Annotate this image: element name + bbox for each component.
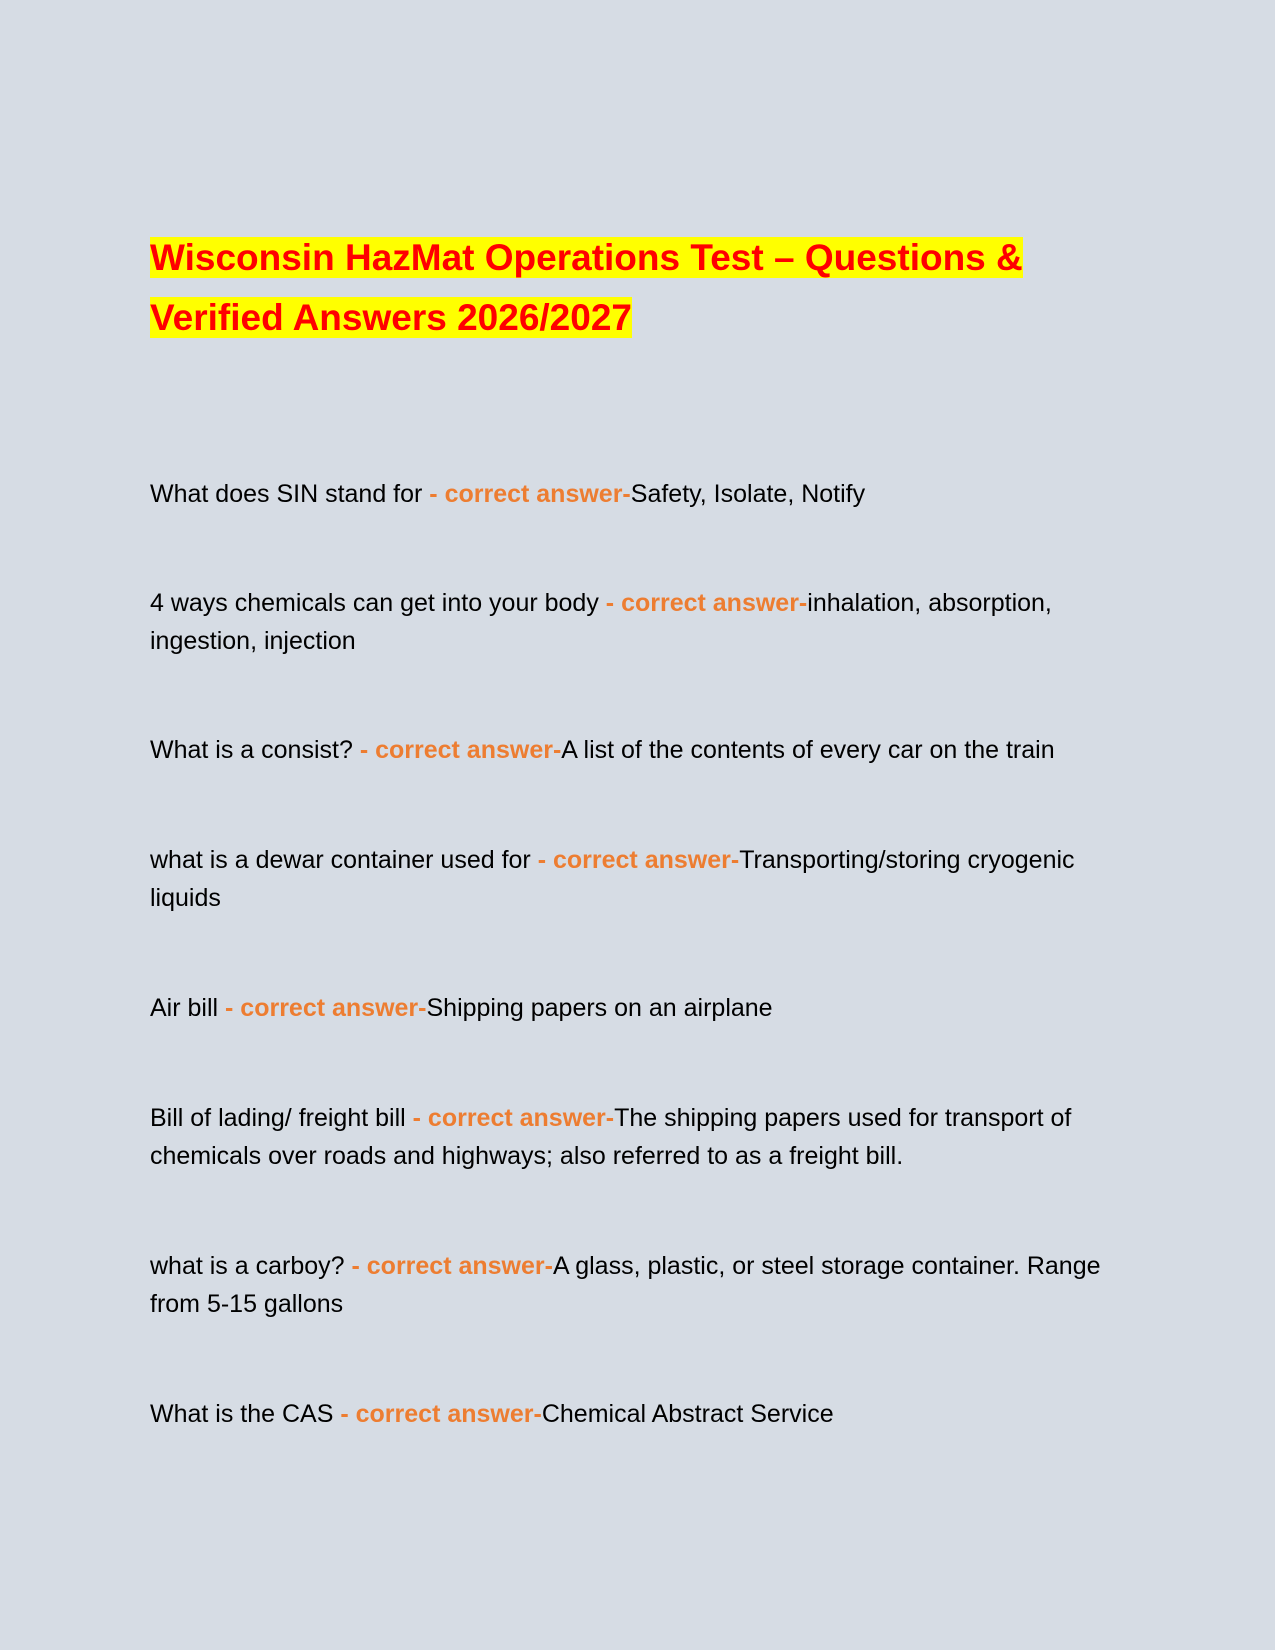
answer-text: inhalation, absorption, ingestion, injection (150, 589, 1052, 655)
qa-item (150, 731, 1130, 769)
answer-text: Chemical Abstract Service (541, 1400, 834, 1428)
question-text: 4 ways chemicals can get into your body (150, 589, 606, 617)
answer-separator: - correct answer- (537, 846, 740, 874)
question-text: what is a dewar container used for (150, 846, 538, 874)
qa-item (150, 475, 1130, 513)
answer-text: Shipping papers on an airplane (426, 994, 773, 1022)
answer-text: Transporting/storing cryogenic liquids (150, 846, 1075, 912)
question-text: Bill of lading/ freight bill (150, 1104, 413, 1132)
title-line-1: Wisconsin HazMat Operations Test – Questions & (150, 237, 1023, 278)
answer-separator: - correct answer- (412, 1104, 615, 1132)
question-text: What is a consist? (150, 736, 360, 764)
qa-item (150, 841, 1130, 917)
answer-separator: - correct answer- (351, 1252, 553, 1280)
qa-item (150, 584, 1130, 660)
answer-separator: - correct answer- (429, 480, 631, 508)
question-text: What does SIN stand for (150, 480, 430, 508)
document-title (150, 228, 1130, 348)
answer-text: A list of the contents of every car on the train (561, 736, 1055, 764)
answer-separator: - correct answer- (340, 1400, 542, 1428)
qa-item (150, 989, 1130, 1027)
answer-separator: - correct answer- (605, 589, 808, 617)
answer-text: The shipping papers used for transport of chemicals over roads and highways; also referred to as a freight bill. (150, 1104, 1072, 1170)
qa-item (150, 1395, 1130, 1433)
answer-separator: - correct answer- (225, 994, 427, 1022)
qa-item (150, 1099, 1130, 1175)
question-text: what is a carboy? (150, 1252, 352, 1280)
question-text: Air bill (150, 994, 226, 1022)
answer-text: A glass, plastic, or steel storage container. Range from 5-15 gallons (150, 1252, 1101, 1318)
qa-item (150, 1247, 1130, 1323)
title-line-2: Verified Answers 2026/2027 (150, 297, 632, 338)
answer-separator: - correct answer- (359, 736, 562, 764)
question-text: What is the CAS (150, 1400, 341, 1428)
answer-text: Safety, Isolate, Notify (630, 480, 866, 508)
